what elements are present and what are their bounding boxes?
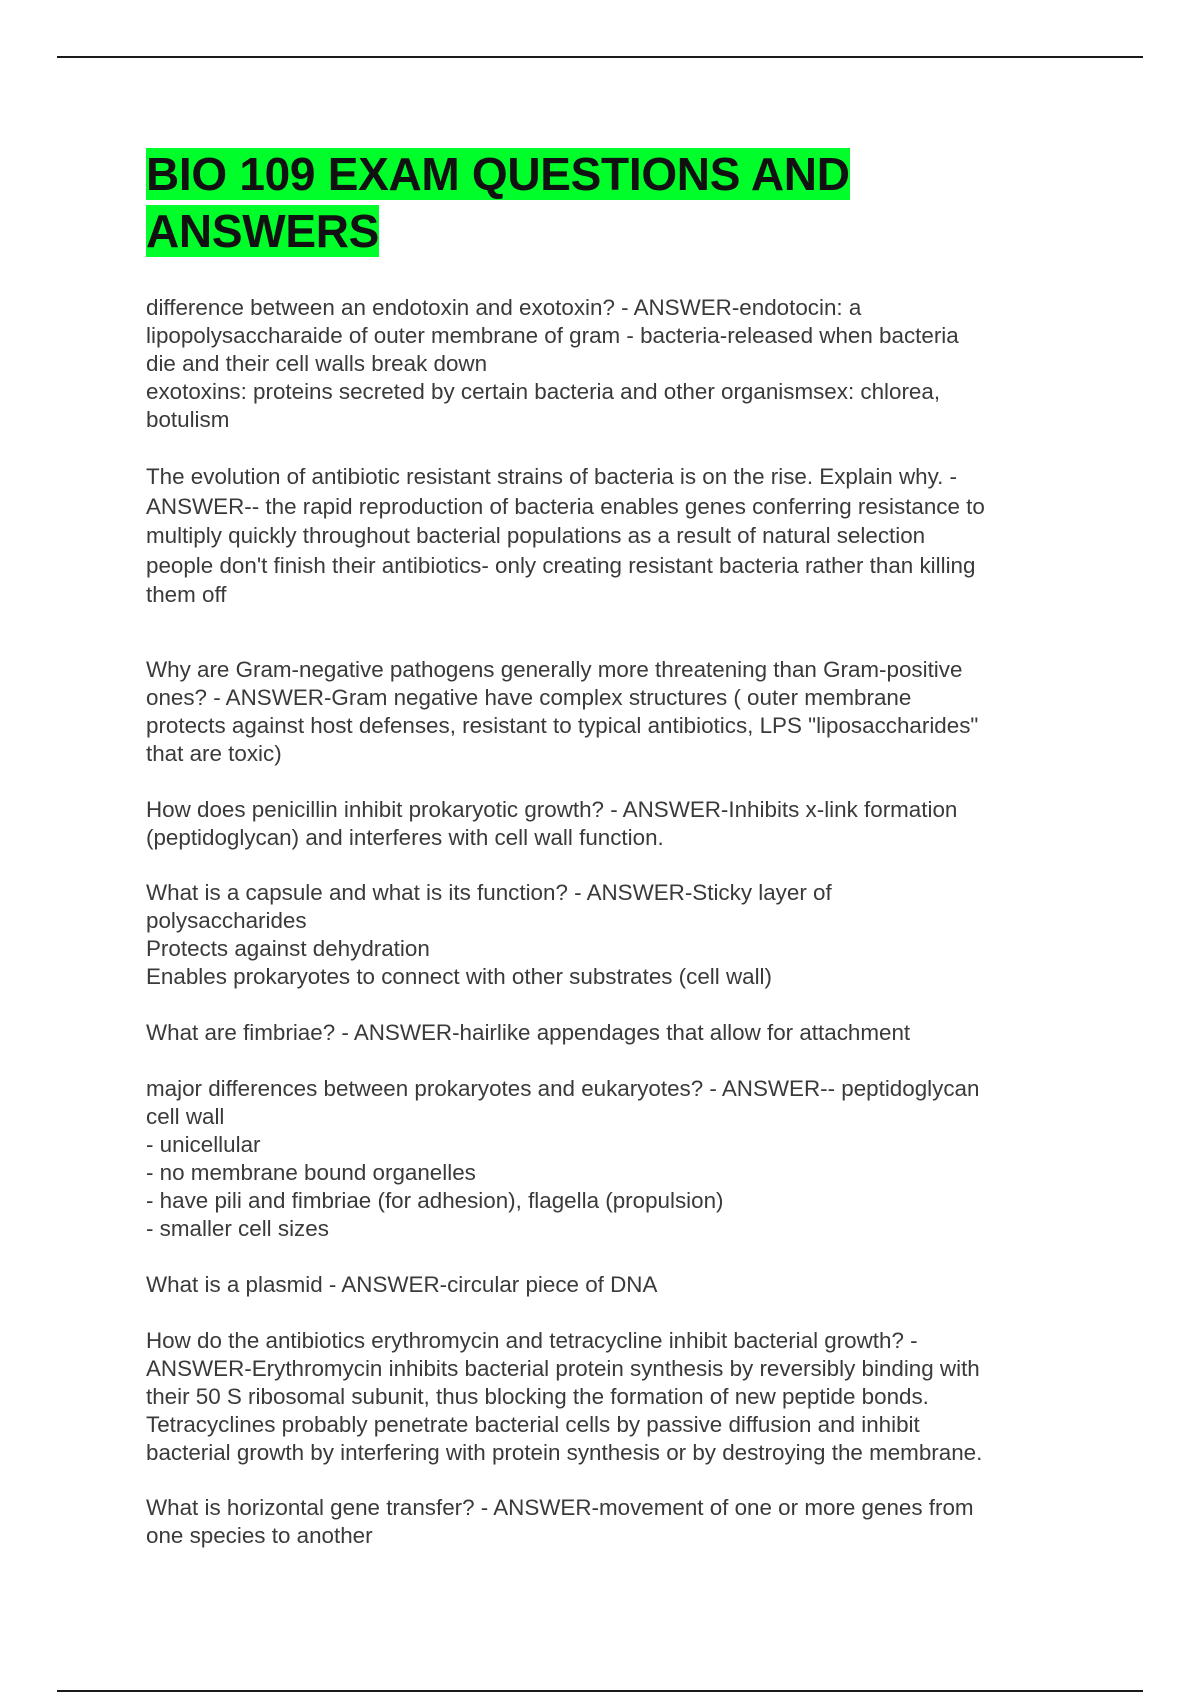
qa-line: What are fimbriae? - ANSWER-hairlike appendages that allow for attachment — [146, 1019, 911, 1045]
qa-line: exotoxins: proteins secreted by certain bacteria and other organismsex: chlorea, — [146, 379, 941, 404]
qa-line: - no membrane bound organelles — [146, 1159, 476, 1185]
qa-line: their 50 S ribosomal subunit, thus blocking the formation of new peptide bonds. — [146, 1383, 929, 1409]
qa-line: cell wall — [146, 1103, 225, 1129]
qa-line: Enables prokaryotes to connect with other substrates (cell wall) — [146, 963, 772, 989]
qa-line: difference between an endotoxin and exotoxin? - ANSWER-endotocin: a — [146, 295, 862, 320]
qa-item-plasmid — [146, 1271, 1066, 1299]
qa-line: people don't finish their antibiotics- only creating resistant bacteria rather than killing — [146, 552, 976, 578]
qa-line: What is horizontal gene transfer? - ANSWER-movement of one or more genes from — [146, 1494, 974, 1520]
qa-line: - smaller cell sizes — [146, 1215, 329, 1241]
qa-line: polysaccharides — [146, 907, 307, 933]
qa-item-fimbriae — [146, 1019, 1066, 1047]
qa-line: bacterial growth by interfering with protein synthesis or by destroying the membrane. — [146, 1439, 983, 1465]
qa-line: What is a plasmid - ANSWER-circular piece of DNA — [146, 1271, 658, 1297]
document-title-text: BIO 109 EXAM QUESTIONS AND ANSWERS — [146, 148, 850, 257]
qa-line: that are toxic) — [146, 740, 282, 766]
qa-line: ANSWER-- the rapid reproduction of bacteria enables genes conferring resistance to — [146, 493, 985, 519]
qa-item-antibiotic-resistance — [146, 462, 1066, 610]
qa-item-penicillin — [146, 796, 1066, 852]
qa-item-horizontal-gene-transfer — [146, 1494, 1066, 1550]
qa-line: major differences between prokaryotes and eukaryotes? - ANSWER-- peptidoglycan — [146, 1075, 980, 1101]
qa-line: How do the antibiotics erythromycin and tetracycline inhibit bacterial growth? - — [146, 1327, 918, 1353]
qa-line: Why are Gram-negative pathogens generally more threatening than Gram-positive — [146, 656, 963, 682]
header-rule — [57, 56, 1143, 58]
qa-item-erythromycin-tetracycline — [146, 1327, 1066, 1467]
qa-line: die and their cell walls break down — [146, 351, 488, 376]
qa-item-capsule — [146, 879, 1066, 991]
page-content — [146, 146, 1066, 1550]
qa-line: - have pili and fimbriae (for adhesion), flagella (propulsion) — [146, 1187, 724, 1213]
qa-line: ones? - ANSWER-Gram negative have complex structures ( outer membrane — [146, 684, 912, 710]
qa-item-endotoxin — [146, 294, 1066, 434]
qa-line: (peptidoglycan) and interferes with cell wall function. — [146, 824, 664, 850]
qa-line: one species to another — [146, 1522, 373, 1548]
footer-rule — [57, 1690, 1143, 1692]
qa-line: How does penicillin inhibit prokaryotic growth? - ANSWER-Inhibits x-link formation — [146, 796, 958, 822]
qa-line: protects against host defenses, resistant to typical antibiotics, LPS "liposaccharides" — [146, 712, 979, 738]
document-title — [146, 146, 1066, 260]
qa-item-prokaryote-differences — [146, 1075, 1066, 1243]
qa-line: The evolution of antibiotic resistant strains of bacteria is on the rise. Explain why. - — [146, 464, 958, 489]
qa-line: them off — [146, 582, 227, 608]
qa-item-gram-negative — [146, 656, 1066, 768]
qa-line: What is a capsule and what is its function? - ANSWER-Sticky layer of — [146, 879, 832, 905]
qa-line: multiply quickly throughout bacterial populations as a result of natural selection — [146, 523, 926, 549]
qa-line: ANSWER-Erythromycin inhibits bacterial protein synthesis by reversibly binding with — [146, 1355, 980, 1381]
qa-line: Tetracyclines probably penetrate bacterial cells by passive diffusion and inhibit — [146, 1411, 920, 1437]
qa-line: lipopolysaccharaide of outer membrane of gram - bacteria-released when bacteria — [146, 323, 959, 348]
qa-line: Protects against dehydration — [146, 935, 430, 961]
qa-line: botulism — [146, 407, 230, 432]
qa-line: - unicellular — [146, 1131, 261, 1157]
